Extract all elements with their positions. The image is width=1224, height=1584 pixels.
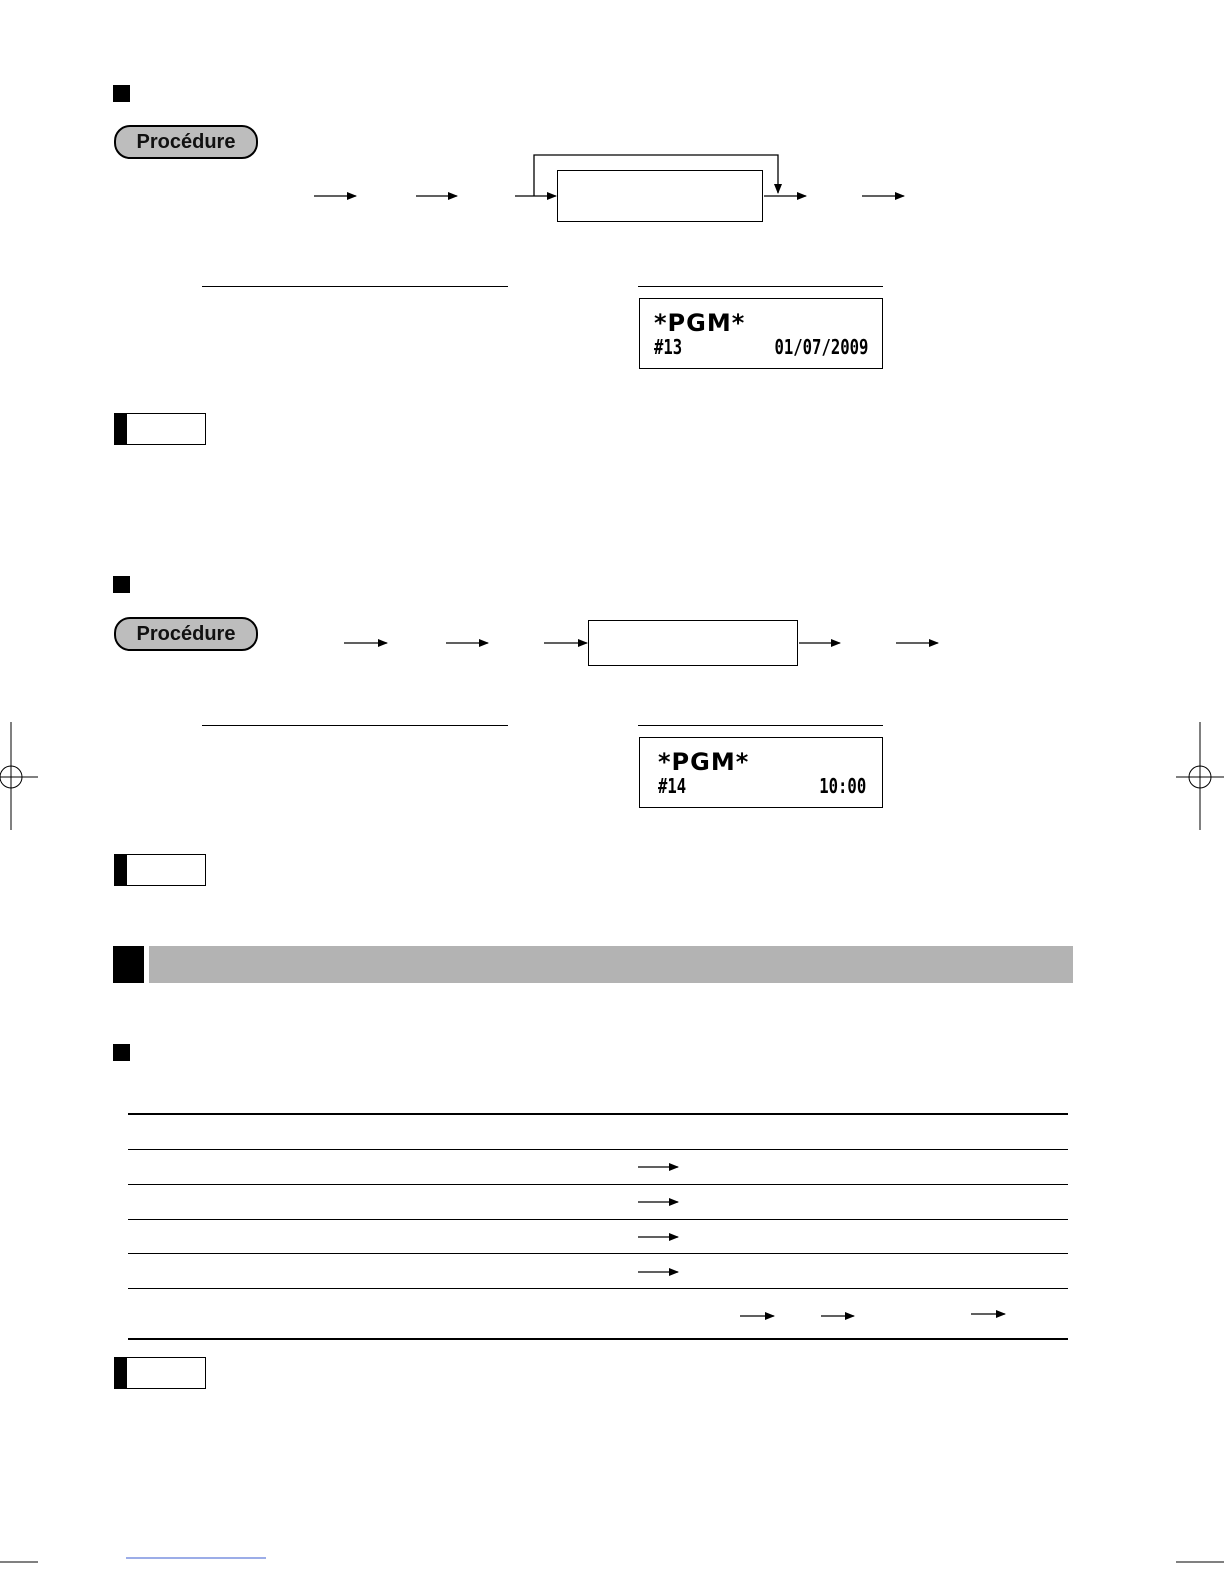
display-value: 10:00 — [819, 774, 866, 798]
display-value: 01/07/2009 — [774, 335, 868, 359]
display-title: *PGM* — [658, 748, 750, 776]
display-code: #14 — [658, 774, 687, 798]
procedure-badge: Procédure — [114, 125, 258, 159]
display-code: #13 — [654, 335, 683, 359]
procedure-badge: Procédure — [114, 617, 258, 651]
display-title: *PGM* — [654, 309, 746, 337]
loop-connector — [534, 155, 778, 196]
